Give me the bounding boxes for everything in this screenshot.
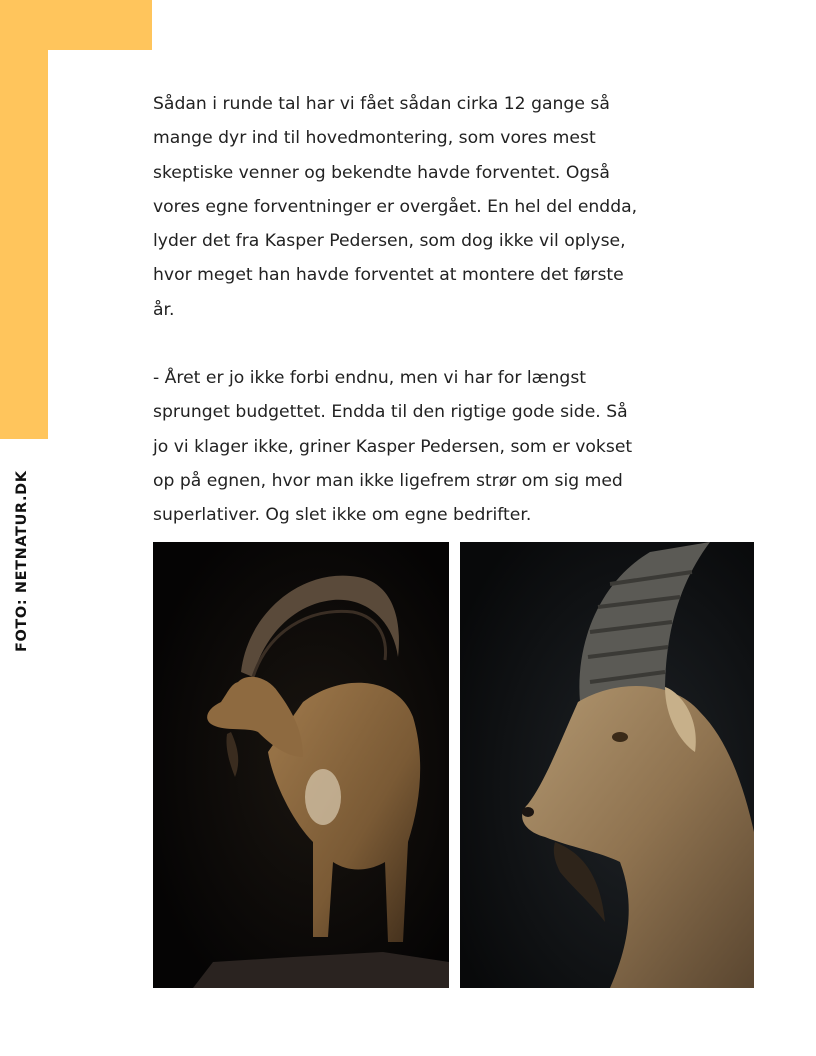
accent-bar-side (0, 0, 48, 439)
article-body (153, 87, 643, 533)
ibex-head-closeup-photo (460, 542, 754, 988)
article-paragraph-1: Sådan i runde tal har vi fået sådan cirka 12 gange så mange dyr ind til hovedmontering, som vores mest skeptiske venner og bekendte havde forventet. Også vores egne forventninger er overgået. En hel del endda, lyder det fra Kasper Pedersen, som dog ikke vil oplyse, hvor meget han havde forventet at montere det første år. (153, 94, 638, 320)
article-paragraph-2: - Året er jo ikke forbi endnu, men vi har for længst sprunget budgettet. Endda til den rigtige gode side. Så jo vi klager ikke, griner Kasper Pedersen, som er vokset op på egnen, hvor man ikke ligefrem strør om sig med superlativer. Og slet ikke om egne bedrifter. (153, 368, 633, 526)
ibex-full-body-photo (153, 542, 449, 988)
photo-credit: FOTO: NETNATUR.DK (14, 470, 30, 652)
